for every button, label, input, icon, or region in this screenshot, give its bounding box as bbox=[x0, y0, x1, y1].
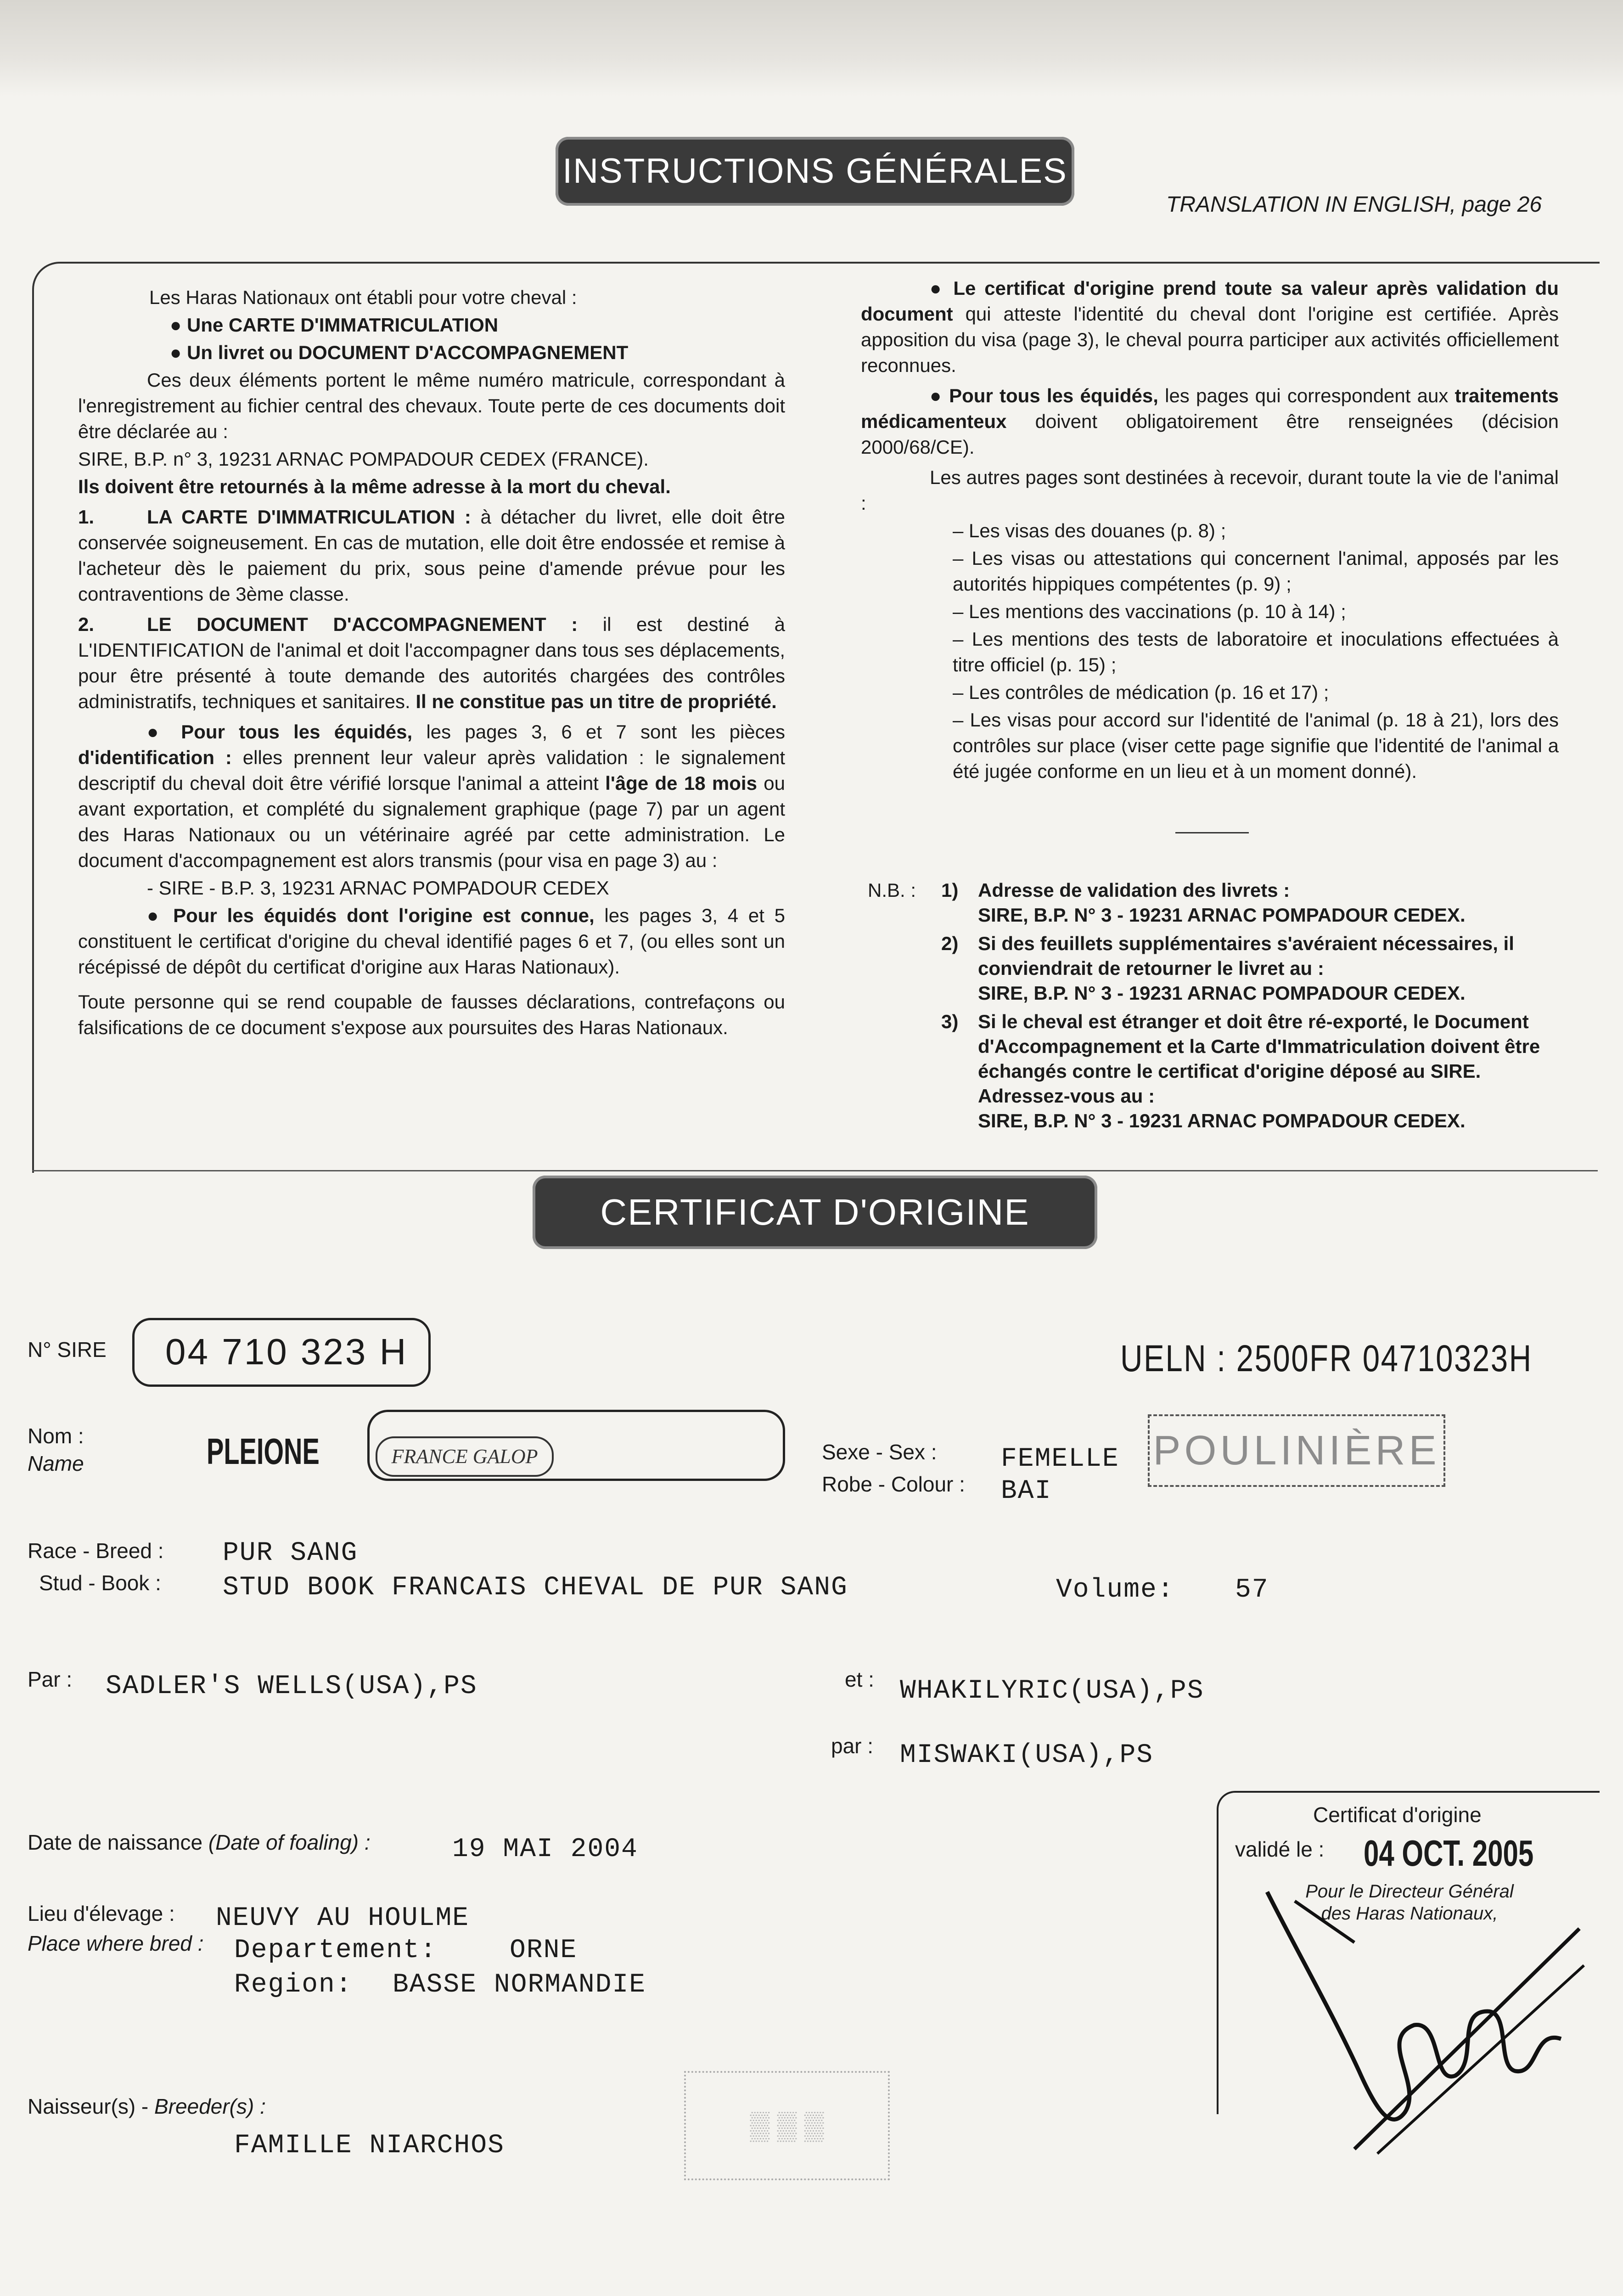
studbook-value: STUD BOOK FRANCAIS CHEVAL DE PUR SANG bbox=[223, 1573, 848, 1603]
section-title: LA CARTE D'IMMATRICULATION : bbox=[147, 506, 471, 528]
breeder-label bbox=[28, 2094, 266, 2119]
section-number: 2. bbox=[78, 613, 95, 635]
bullet-icon: ● bbox=[930, 277, 954, 299]
section-carte bbox=[78, 504, 785, 607]
faded-stamp: ▒ ▒ ▒ bbox=[684, 2071, 890, 2180]
nb-note-2 bbox=[868, 931, 1566, 1006]
certificat-title: CERTIFICAT D'ORIGINE bbox=[600, 1192, 1030, 1232]
instructions-right-column bbox=[861, 276, 1559, 786]
nb-note-1 bbox=[868, 878, 1566, 928]
colour-value: BAI bbox=[1001, 1476, 1052, 1506]
list-item bbox=[78, 312, 785, 338]
nb-number: 2) bbox=[941, 933, 959, 954]
list-item: – Les visas des douanes (p. 8) ; bbox=[953, 520, 1226, 541]
separator-line bbox=[1175, 832, 1249, 833]
bullet-icon: ● bbox=[170, 342, 187, 363]
region-label: Region: bbox=[234, 1970, 353, 2000]
bold-text: l'âge de 18 mois bbox=[605, 772, 757, 794]
section-title: LE DOCUMENT D'ACCOMPAGNEMENT : bbox=[147, 613, 578, 635]
breed-label: Race - Breed : bbox=[28, 1539, 164, 1563]
certificat-banner bbox=[533, 1176, 1097, 1249]
closing-note: Toute personne qui se rend coupable de fausses déclarations, contrefaçons ou falsifications de ce document s'expose aux poursuites des Haras Nationaux. bbox=[78, 991, 785, 1038]
studbook-label: Stud - Book : bbox=[39, 1571, 161, 1595]
validation-authority: Pour le Directeur Général des Haras Nationaux, bbox=[1305, 1881, 1514, 1924]
address-text: SIRE - B.P. 3, 19231 ARNAC POMPADOUR CEDEX bbox=[158, 877, 609, 899]
bullet-icon: ● bbox=[147, 905, 174, 926]
sire-value: 04 710 323 H bbox=[165, 1331, 408, 1372]
section-text: à détacher du livret, elle doit être conservée soigneusement. En cas de mutation, elle doit être endossée et remise à l'acheteur dès le paiement du prix, sous peine d'amende prévue pour les contraventions de 3ème classe. bbox=[78, 506, 785, 605]
breeder-label-fr: Naisseur(s) - bbox=[28, 2094, 155, 2118]
instructions-banner bbox=[556, 137, 1074, 206]
return-note: Ils doivent être retournés à la même adresse à la mort du cheval. bbox=[78, 476, 671, 497]
list-item: – Les visas pour accord sur l'identité de l'animal (p. 18 à 21), lors des contrôles sur place (viser cette page signifie que l'identité de l'animal a été jugée conforme en un lieu et à un moment donné). bbox=[953, 709, 1559, 782]
nb-text: Si des feuillets supplémentaires s'avéraient nécessaires, il conviendrait de retourner le livret au : bbox=[978, 933, 1514, 979]
nb-label: N.B. : bbox=[868, 879, 916, 901]
list-item: – Les mentions des tests de laboratoire et inoculations effectuées à titre officiel (p. 15) ; bbox=[953, 628, 1559, 675]
volume-value: 57 bbox=[1235, 1575, 1269, 1605]
address-sire-2: - SIRE - B.P. 3, 19231 ARNAC POMPADOUR CEDEX bbox=[147, 877, 609, 899]
nb-note-3 bbox=[868, 1009, 1566, 1133]
nb-number: 3) bbox=[941, 1011, 959, 1032]
name-label-en: Name bbox=[28, 1452, 84, 1475]
nb-text: Adresse de validation des livrets : bbox=[978, 879, 1290, 901]
para-autres-pages: Les autres pages sont destinées à recevoir, durant toute la vie de l'animal : bbox=[861, 467, 1559, 514]
breeder-label-en: Breeder(s) : bbox=[154, 2094, 266, 2118]
bullet-icon: ● bbox=[147, 721, 181, 743]
section-number: 1. bbox=[78, 506, 95, 528]
dob-value: 19 MAI 2004 bbox=[452, 1835, 638, 1864]
place-value: NEUVY AU HOULME bbox=[216, 1903, 470, 1933]
nb-text: Adressez-vous au : bbox=[978, 1085, 1155, 1107]
dept-value: ORNE bbox=[510, 1936, 578, 1965]
damsire-label: par : bbox=[831, 1734, 874, 1758]
nb-address: SIRE, B.P. N° 3 - 19231 ARNAC POMPADOUR CEDEX. bbox=[978, 904, 1466, 926]
dept-label: Departement: bbox=[234, 1936, 437, 1965]
bold-text: d'identification : bbox=[78, 747, 232, 768]
sire-parent-value: SADLER'S WELLS(USA),PS bbox=[106, 1671, 477, 1701]
section-document bbox=[78, 612, 785, 715]
bullet-identification bbox=[78, 719, 785, 873]
text: les pages 3, 6 et 7 sont les pièces bbox=[426, 721, 785, 743]
nb-number: 1) bbox=[941, 879, 959, 901]
nb-address: SIRE, B.P. N° 3 - 19231 ARNAC POMPADOUR CEDEX. bbox=[978, 1110, 1466, 1131]
text: elles prennent leur valeur après validation : le signalement descriptif du cheval doit être vérifié lorsque l'animal a atteint bbox=[78, 747, 786, 794]
dob-label-en: (Date of foaling) : bbox=[208, 1830, 371, 1854]
france-galop-stamp: FRANCE GALOP bbox=[376, 1436, 554, 1477]
item-livret: Un livret ou DOCUMENT D'ACCOMPAGNEMENT bbox=[187, 342, 629, 363]
instructions-frame-bottom bbox=[32, 1170, 1598, 1171]
dam-value: WHAKILYRIC(USA),PS bbox=[900, 1676, 1204, 1706]
sire-label: N° SIRE bbox=[28, 1338, 107, 1362]
scan-band bbox=[0, 0, 1623, 96]
validation-title: Certificat d'origine bbox=[1313, 1803, 1482, 1827]
place-label-en: Place where bred : bbox=[28, 1931, 204, 1955]
region-value: BASSE NORMANDIE bbox=[393, 1970, 646, 2000]
bullet-origine bbox=[78, 903, 785, 980]
para-certificat bbox=[861, 276, 1559, 378]
bullet-icon: ● bbox=[170, 314, 187, 336]
list-item: – Les contrôles de médication (p. 16 et 17) ; bbox=[953, 681, 1329, 703]
nb-address: SIRE, B.P. N° 3 - 19231 ARNAC POMPADOUR CEDEX. bbox=[978, 982, 1466, 1004]
sex-label: Sexe - Sex : bbox=[822, 1440, 937, 1464]
translation-note: TRANSLATION IN ENGLISH, page 26 bbox=[1166, 192, 1542, 217]
section-text: il est destiné à L'IDENTIFICATION de l'animal et doit l'accompagner dans tous ses déplacements, pour être présenté à toute demande des autorités chargées des contrôles administratifs, techniques et sanitaires. bbox=[78, 613, 785, 712]
list-item: – Les mentions des vaccinations (p. 10 à 14) ; bbox=[953, 601, 1346, 622]
volume-label: Volume: bbox=[1056, 1575, 1174, 1605]
para-traitements bbox=[861, 383, 1559, 460]
nb-notes bbox=[868, 878, 1566, 1137]
bold-text: Pour les équidés dont l'origine est connue, bbox=[173, 905, 595, 926]
instructions-title: INSTRUCTIONS GÉNÉRALES bbox=[562, 152, 1067, 191]
name-label-fr: Nom : bbox=[28, 1424, 84, 1448]
para-elements: Ces deux éléments portent le même numéro matricule, correspondant à l'enregistrement au fichier central des chevaux. Toute perte de ces documents doit être déclarée au : bbox=[78, 369, 785, 442]
intro-text: Les Haras Nationaux ont établi pour votre cheval : bbox=[149, 287, 577, 308]
signature-icon bbox=[1240, 1874, 1589, 2158]
section-bold-note: Il ne constitue pas un titre de propriété. bbox=[416, 691, 777, 712]
breeder-value: FAMILLE NIARCHOS bbox=[234, 2131, 505, 2161]
place-label-fr: Lieu d'élevage : bbox=[28, 1902, 175, 1925]
ueln-value: UELN : 2500FR 04710323H bbox=[1120, 1338, 1533, 1379]
validated-label: validé le : bbox=[1235, 1837, 1325, 1861]
list-item: – Les visas ou attestations qui concernent l'animal, apposés par les autorités hippiques compétentes (p. 9) ; bbox=[953, 547, 1559, 595]
text: les pages qui correspondent aux bbox=[1165, 385, 1449, 406]
text: qui atteste l'identité du cheval dont l'origine est certifiée. Après apposition du visa (page 3), le cheval pourra participer aux activités officiellement reconnues. bbox=[861, 303, 1559, 376]
damsire-value: MISWAKI(USA),PS bbox=[900, 1740, 1154, 1770]
item-carte: Une CARTE D'IMMATRICULATION bbox=[187, 314, 499, 336]
bold-text: Le certificat d'origine prend toute sa valeur après validation du document bbox=[861, 277, 1559, 325]
breed-value: PUR SANG bbox=[223, 1538, 358, 1568]
dob-label-fr: Date de naissance bbox=[28, 1830, 203, 1854]
bold-text: Pour tous les équidés, bbox=[949, 385, 1158, 406]
text: ou avant exportation, et complété du signalement graphique (page 7) par un agent des Haras Nationaux ou un vétérinaire agréé par cette administration. Le document d'accompagnement est alors transmis (pour visa en page 3) au : bbox=[78, 772, 785, 871]
bullet-icon: ● bbox=[930, 385, 949, 406]
text: doivent obligatoirement être renseignées (décision 2000/68/CE). bbox=[861, 411, 1559, 458]
bold-text: Pour tous les équidés, bbox=[181, 721, 413, 743]
colour-label: Robe - Colour : bbox=[822, 1472, 965, 1496]
validated-date: 04 OCT. 2005 bbox=[1364, 1833, 1534, 1874]
address-sire: SIRE, B.P. n° 3, 19231 ARNAC POMPADOUR CEDEX (FRANCE). bbox=[78, 448, 649, 470]
nb-text: Si le cheval est étranger et doit être ré-exporté, le Document d'Accompagnement et la Carte d'Immatriculation doivent être échangés contre le certificat d'origine déposé au SIRE. bbox=[978, 1011, 1540, 1082]
horse-name: PLEIONE bbox=[207, 1431, 320, 1472]
dob-label bbox=[28, 1830, 371, 1855]
sire-parent-label: Par : bbox=[28, 1667, 73, 1691]
instructions-left-column bbox=[78, 285, 785, 1042]
bold-text: traitements médicamenteux bbox=[861, 385, 1559, 432]
sex-value: FEMELLE bbox=[1001, 1444, 1119, 1474]
poulinière-stamp: POULINIÈRE bbox=[1148, 1414, 1445, 1487]
list-item bbox=[78, 340, 785, 366]
dam-label: et : bbox=[845, 1667, 874, 1691]
text: les pages 3, 4 et 5 constituent le certificat d'origine du cheval identifié pages 6 et 7, (ou elles sont un récépissé de dépôt du certificat d'origine aux Haras Nationaux). bbox=[78, 905, 785, 978]
